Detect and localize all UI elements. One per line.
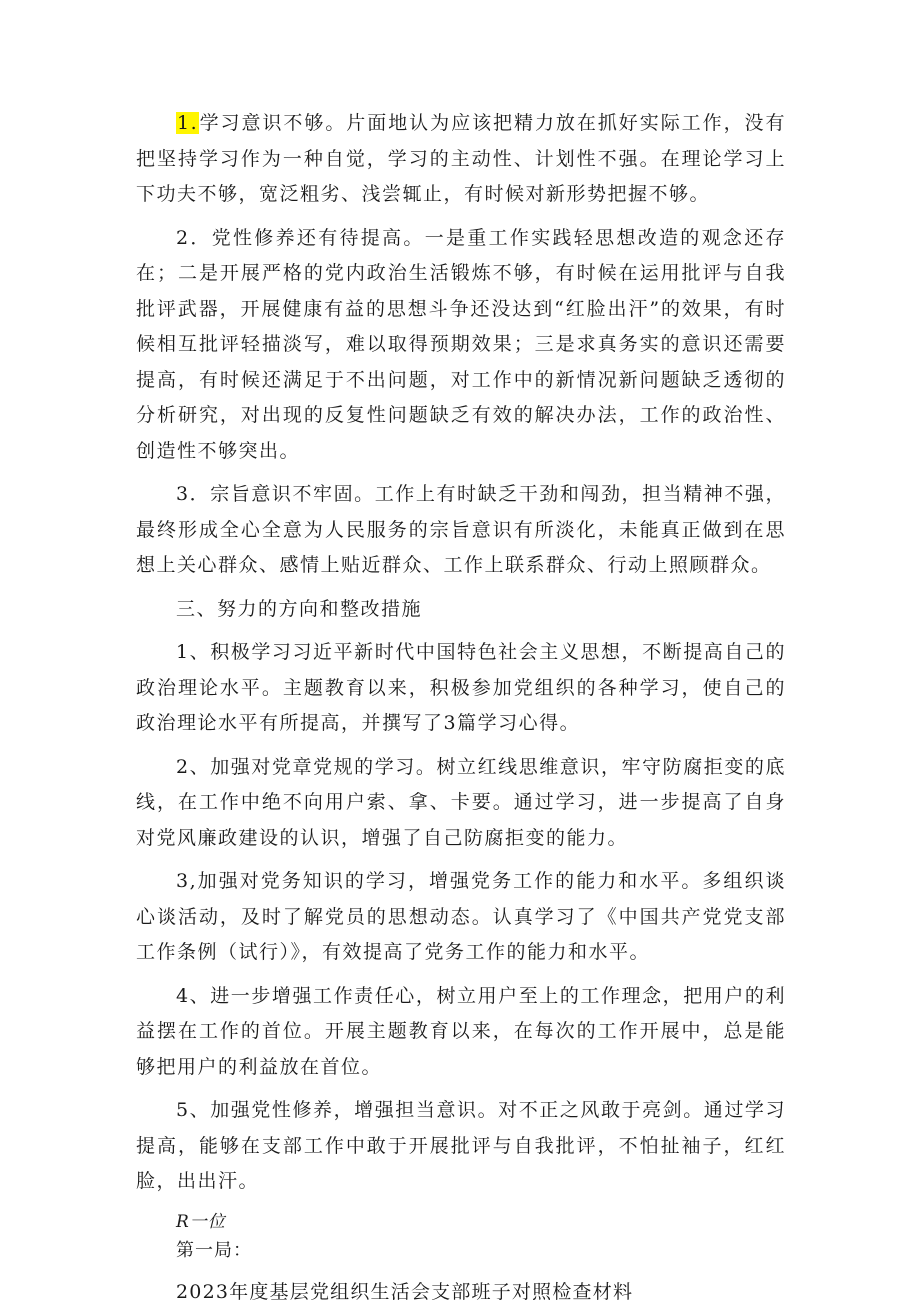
highlighted-number: 1. xyxy=(177,112,199,134)
footer-line-2: 第一局： xyxy=(176,1239,252,1261)
measure-4: 4、进一步增强工作责任心，树立用户至上的工作理念，把用户的利益摆在工作的首位。开展主题教育以来，在每次的工作开展中，总是能够把用户的利益放在首位。 xyxy=(136,984,786,1078)
document-body xyxy=(136,106,786,1310)
measure-1: 1、积极学习习近平新时代中国特色社会主义思想，不断提高自己的政治理论水平。主题教育以来，积极参加党组织的各种学习，使自己的政治理论水平有所提高，并撰写了3篇学习心得。 xyxy=(136,641,786,734)
document-title: 2023年度基层党组织生活会支部班子对照检查材料 xyxy=(176,1280,634,1303)
paragraph-3: 3．宗旨意识不牢固。工作上有时缺乏干劲和闯劲，担当精神不强，最终形成全心全意为人民服务的宗旨意识有所淡化，未能真正做到在思想上关心群众、感情上贴近群众、工作上联系群众、行动上照顾群众。 xyxy=(136,483,786,576)
footer-line-1: R一位 xyxy=(176,1211,226,1232)
paragraph-1 xyxy=(136,106,786,213)
measure-5: 5、加强党性修养，增强担当意识。对不正之风敢于亮剑。通过学习提高，能够在支部工作中敢于开展批评与自我批评，不怕扯袖子，红红脸，出出汗。 xyxy=(136,1099,786,1192)
section-heading: 三、努力的方向和整改措施 xyxy=(176,597,423,620)
measure-2: 2、加强对党章党规的学习。树立红线思维意识，牢守防腐拒变的底线，在工作中绝不向用户索、拿、卡要。通过学习，进一步提高了自身对党风廉政建设的认识，增强了自己防腐拒变的能力。 xyxy=(136,755,786,849)
paragraph-1-text: 学习意识不够。片面地认为应该把精力放在抓好实际工作，没有把坚持学习作为一种自觉，学习的主动性、计划性不强。在理论学习上下功夫不够，宽泛粗劣、浅尝辄止，有时候对新形势把握不够。 xyxy=(136,112,786,205)
paragraph-2: 2．党性修养还有待提高。一是重工作实践轻思想改造的观念还存在；二是开展严格的党内政治生活锻炼不够，有时候在运用批评与自我批评武器，开展健康有益的思想斗争还没达到“红脸出汗”的效果，有时候相互批评轻描淡写，难以取得预期效果；三是求真务实的意识还需要提高，有时候还满足于不出问题，对工作中的新情况新问题缺乏透彻的分析研究，对出现的反复性问题缺乏有效的解决办法，工作的政治性、创造性不够突出。 xyxy=(136,226,786,462)
measure-3: 3,加强对党务知识的学习，增强党务工作的能力和水平。多组织谈心谈活动，及时了解党员的思想动态。认真学习了《中国共产党党支部工作条例（试行）》，有效提高了党务工作的能力和水平。 xyxy=(136,870,786,963)
